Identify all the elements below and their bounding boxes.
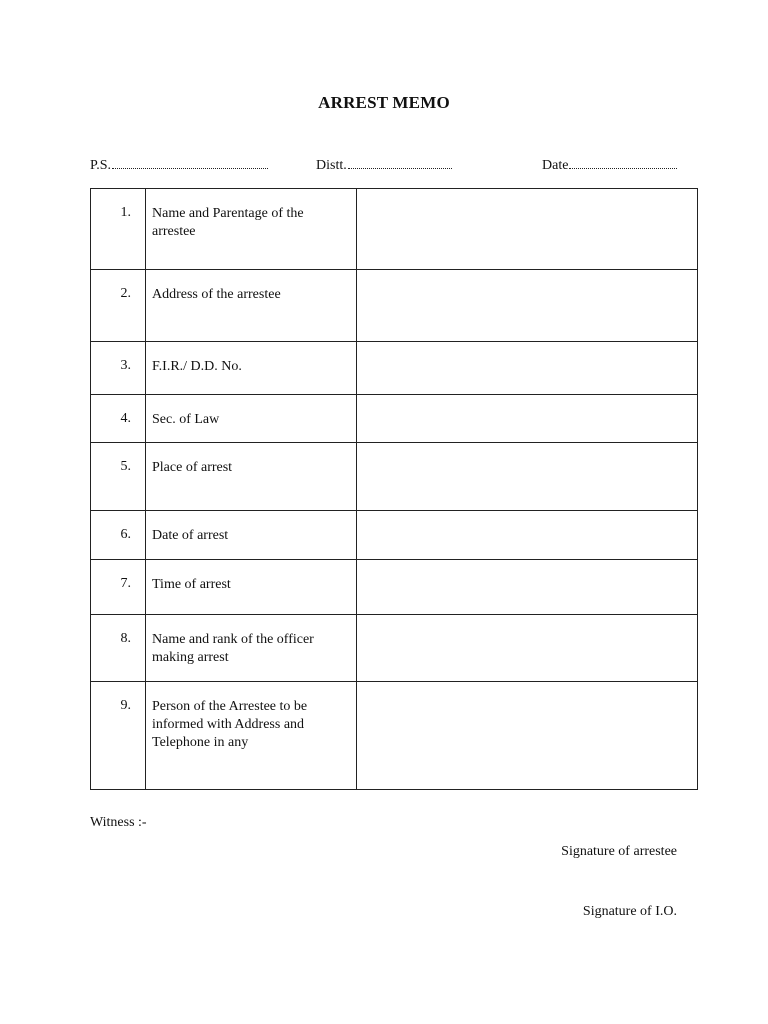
signature-io-label: Signature of I.O. <box>582 904 677 919</box>
row-number: 9. <box>91 682 146 790</box>
date-label: Date <box>542 158 569 173</box>
row-value-cell[interactable] <box>357 395 698 443</box>
row-label: F.I.R./ D.D. No. <box>146 342 357 395</box>
row-label: Time of arrest <box>146 560 357 615</box>
table-row <box>91 443 698 511</box>
row-value-cell[interactable] <box>357 560 698 615</box>
row-number: 6. <box>91 511 146 560</box>
page-title: ARREST MEMO <box>318 93 450 112</box>
signature-arrestee-label: Signature of arrestee <box>561 844 677 859</box>
row-label: Sec. of Law <box>146 395 357 443</box>
row-number: 2. <box>91 270 146 342</box>
ps-blank-line[interactable] <box>112 167 268 169</box>
row-number: 8. <box>91 615 146 682</box>
table-row <box>91 395 698 443</box>
row-label: Date of arrest <box>146 511 357 560</box>
ps-label: P.S. <box>90 158 112 173</box>
row-number: 4. <box>91 395 146 443</box>
row-number: 3. <box>91 342 146 395</box>
table-row <box>91 682 698 790</box>
row-number: 5. <box>91 443 146 511</box>
row-label: Name and rank of the officer making arrest <box>146 615 357 682</box>
row-value-cell[interactable] <box>357 511 698 560</box>
table-row <box>91 511 698 560</box>
row-label: Name and Parentage of the arrestee <box>146 189 357 270</box>
table-row <box>91 342 698 395</box>
row-value-cell[interactable] <box>357 270 698 342</box>
distt-field <box>316 158 452 174</box>
table-row <box>91 270 698 342</box>
row-label: Place of arrest <box>146 443 357 511</box>
witness-label: Witness :- <box>90 815 147 830</box>
table-row <box>91 615 698 682</box>
row-label: Person of the Arrestee to be informed with Address and Telephone in any <box>146 682 357 790</box>
distt-label: Distt. <box>316 158 347 173</box>
table-row <box>91 189 698 270</box>
date-blank-line[interactable] <box>569 167 677 169</box>
row-number: 7. <box>91 560 146 615</box>
row-value-cell[interactable] <box>357 615 698 682</box>
row-value-cell[interactable] <box>357 682 698 790</box>
distt-blank-line[interactable] <box>348 167 452 169</box>
row-value-cell[interactable] <box>357 189 698 270</box>
ps-field <box>90 158 268 174</box>
row-value-cell[interactable] <box>357 443 698 511</box>
table-row <box>91 560 698 615</box>
date-field <box>542 158 677 174</box>
row-label: Address of the arrestee <box>146 270 357 342</box>
row-value-cell[interactable] <box>357 342 698 395</box>
row-number: 1. <box>91 189 146 270</box>
arrest-memo-table <box>90 188 698 790</box>
